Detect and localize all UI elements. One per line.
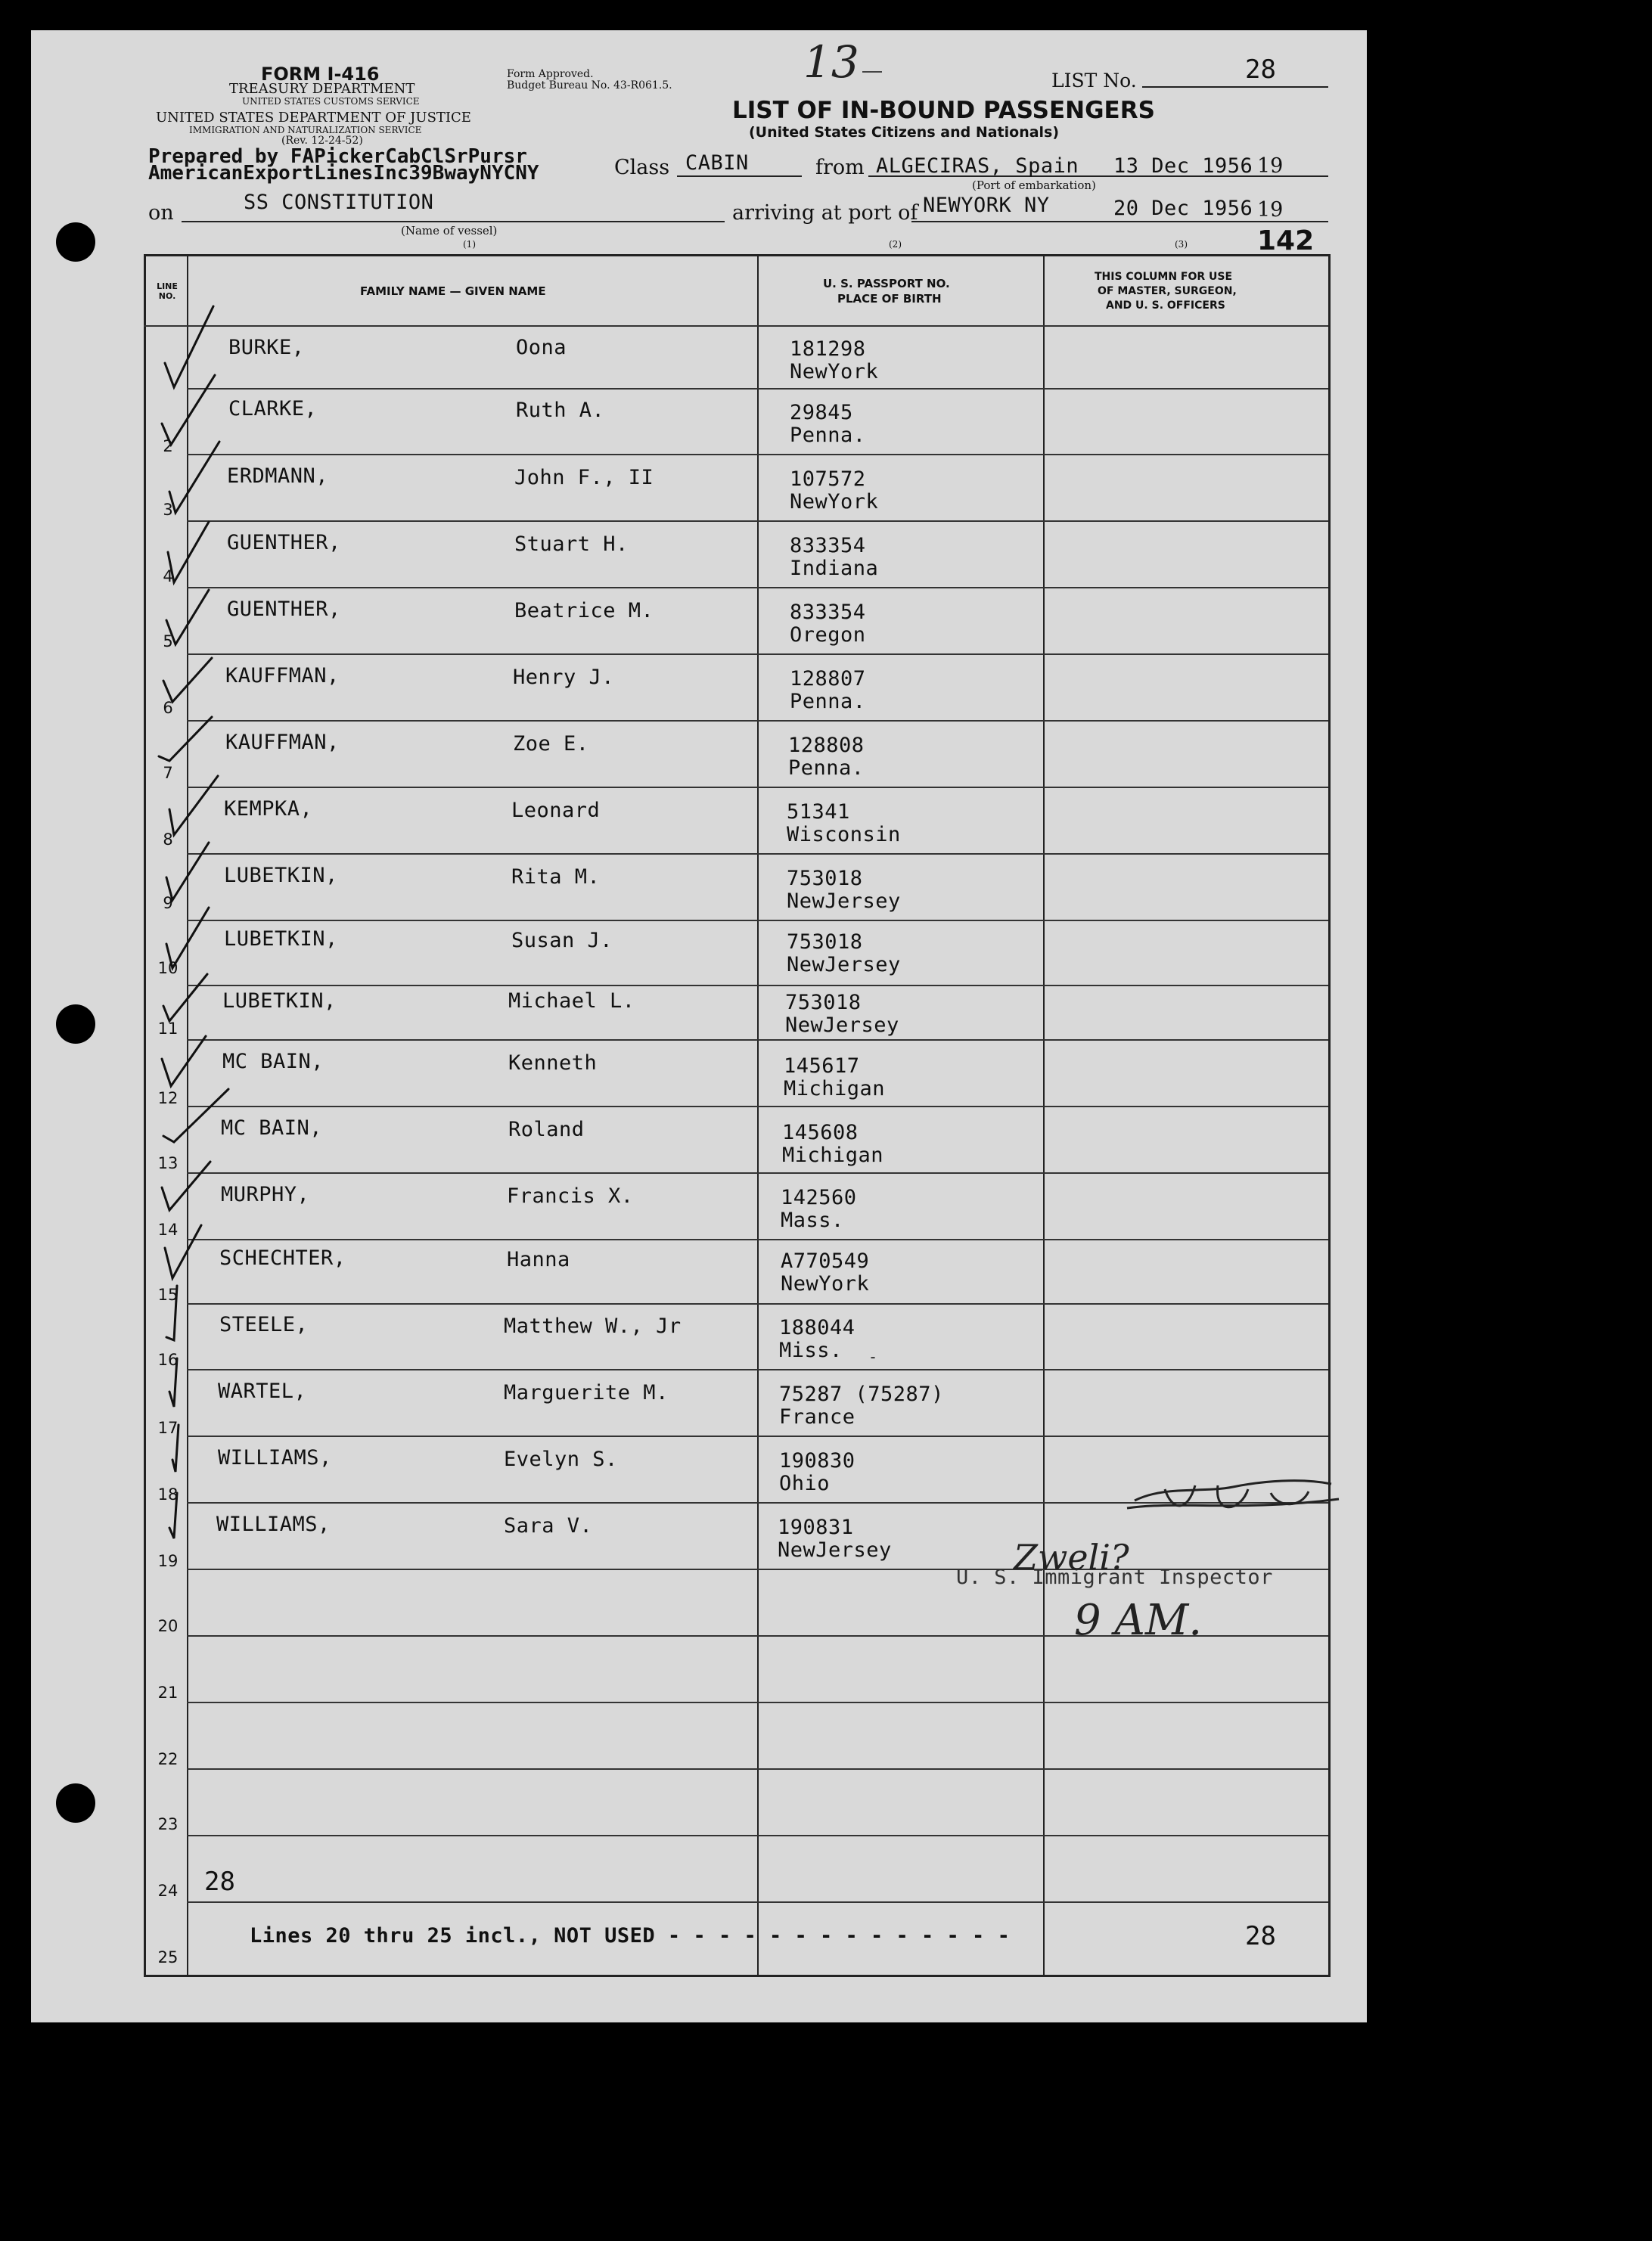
row-19-given: Sara V. [504, 1514, 593, 1538]
row-8-family: KEMPKA, [224, 797, 313, 821]
punch-hole-top [56, 222, 95, 262]
col-divider-name [757, 254, 759, 1975]
ins-service: IMMIGRATION AND NATURALIZATION SERVICE [189, 125, 422, 135]
inspector-label: U. S. Immigrant Inspector [956, 1566, 1273, 1589]
row-22-line-number: 22 [157, 1750, 179, 1768]
row-16-family: STEELE, [219, 1313, 309, 1336]
row-rule [187, 1172, 1328, 1174]
row-13-given: Roland [508, 1118, 585, 1141]
row-1-family: BURKE, [228, 336, 305, 359]
passenger-table [144, 254, 1331, 1977]
list-number-label: LIST No. [1051, 70, 1137, 92]
row-7-family: KAUFFMAN, [225, 731, 340, 754]
row-19-family: WILLIAMS, [216, 1513, 331, 1536]
row-18-passport: 190830 [779, 1449, 856, 1473]
check-mark-14 [162, 1162, 210, 1210]
row-6-family: KAUFFMAN, [225, 664, 340, 688]
row-rule [187, 920, 1328, 921]
document-title: LIST OF IN-BOUND PASSENGERS [732, 97, 1155, 124]
row-23-line-number: 23 [157, 1815, 179, 1833]
col-divider-passport [1043, 254, 1045, 1975]
row-5-birth: Oregon [790, 623, 866, 647]
check-mark-1 [165, 306, 213, 387]
row-24-line-number: 24 [157, 1882, 179, 1900]
col-header-officers-3: AND U. S. OFFICERS [1106, 300, 1225, 312]
row-7-given: Zoe E. [513, 732, 589, 756]
row-18-given: Evelyn S. [504, 1448, 618, 1471]
row-9-line-number: 9 [163, 894, 173, 912]
check-mark-10 [166, 908, 209, 968]
row-18-birth: Ohio [779, 1472, 831, 1495]
row-25-line-number: 25 [157, 1948, 179, 1966]
row-2-birth: Penna. [790, 424, 866, 447]
row-8-birth: Wisconsin [787, 823, 901, 846]
row-5-family: GUENTHER, [227, 597, 341, 621]
row-18-line-number: 18 [157, 1485, 179, 1504]
row-7-line-number: 7 [163, 764, 173, 782]
row-15-passport: A770549 [781, 1249, 870, 1273]
check-mark-5 [166, 590, 209, 644]
note-1: (1) [463, 239, 476, 250]
row-15-given: Hanna [507, 1248, 570, 1271]
check-mark-11 [163, 974, 207, 1021]
row-8-line-number: 8 [163, 830, 173, 849]
justice-dept: UNITED STATES DEPARTMENT OF JUSTICE [156, 110, 471, 126]
row-17-given: Marguerite M. [504, 1381, 669, 1405]
arrival-port: NEWYORK NY [923, 194, 1050, 217]
year-label-2: 19 [1257, 198, 1284, 222]
class-underline [677, 175, 802, 177]
count-left: 28 [204, 1867, 235, 1897]
row-12-family: MC BAIN, [222, 1050, 324, 1073]
row-16-given: Matthew W., Jr [504, 1314, 682, 1338]
form-revision: (Rev. 12-24-52) [281, 135, 363, 147]
row-6-passport: 128807 [790, 667, 866, 691]
row-14-line-number: 14 [157, 1221, 179, 1239]
row-3-birth: NewYork [790, 490, 879, 514]
row-17-birth: France [779, 1405, 856, 1429]
row-rule [187, 1039, 1328, 1041]
row-rule [187, 587, 1328, 588]
row-13-line-number: 13 [157, 1154, 179, 1172]
row-9-given: Rita M. [511, 865, 601, 889]
handwritten-dash [862, 71, 882, 73]
row-1-birth: NewYork [790, 360, 879, 383]
row-rule [187, 454, 1328, 455]
row-5-line-number: 5 [163, 632, 173, 650]
row-rule [187, 787, 1328, 788]
check-mark-12 [162, 1036, 206, 1086]
row-4-family: GUENTHER, [227, 531, 341, 554]
budget-bureau: Budget Bureau No. 43-R061.5. [507, 79, 672, 92]
form-approved: Form Approved. [507, 68, 594, 80]
row-6-given: Henry J. [513, 666, 615, 689]
row-5-given: Beatrice M. [514, 599, 654, 622]
row-4-birth: Indiana [790, 557, 879, 580]
row-15-line-number: 15 [157, 1286, 179, 1304]
row-rule [187, 985, 1328, 986]
row-17-family: WARTEL, [218, 1380, 307, 1403]
arrival-date: 20 Dec 1956 [1113, 197, 1253, 220]
row-16-passport: 188044 [779, 1316, 856, 1339]
row-rule [187, 1901, 1328, 1903]
stray-mark: - [868, 1348, 878, 1366]
check-mark-13 [163, 1089, 228, 1142]
row-6-line-number: 6 [163, 699, 173, 717]
row-11-family: LUBETKIN, [222, 989, 337, 1013]
row-3-passport: 107572 [790, 467, 866, 491]
check-mark-18 [172, 1425, 179, 1472]
row-16-line-number: 16 [157, 1351, 179, 1369]
vessel-note: (Name of vessel) [401, 224, 498, 237]
row-19-birth: NewJersey [778, 1538, 892, 1562]
arriving-label: arriving at port of [732, 201, 918, 225]
row-9-passport: 753018 [787, 867, 863, 890]
row-14-passport: 142560 [781, 1186, 857, 1209]
row-15-birth: NewYork [781, 1272, 870, 1296]
col-header-line-no: LINE NO. [157, 281, 178, 301]
row-3-line-number: 3 [163, 501, 173, 519]
row-3-family: ERDMANN, [227, 464, 329, 488]
row-rule [187, 1835, 1328, 1836]
row-11-given: Michael L. [508, 989, 635, 1013]
row-10-passport: 753018 [787, 930, 863, 954]
row-14-birth: Mass. [781, 1209, 844, 1232]
row-2-given: Ruth A. [516, 399, 605, 422]
embark-note: (Port of embarkation) [972, 178, 1096, 192]
check-mark-8 [169, 776, 218, 835]
row-19-passport: 190831 [778, 1516, 854, 1539]
row-rule [187, 1436, 1328, 1437]
row-10-given: Susan J. [511, 929, 613, 952]
class-label: Class [614, 156, 670, 179]
check-mark-9 [166, 843, 209, 900]
col-header-birth: PLACE OF BIRTH [837, 292, 942, 306]
row-15-family: SCHECHTER, [219, 1246, 346, 1270]
row-18-family: WILLIAMS, [218, 1446, 332, 1470]
row-14-family: MURPHY, [221, 1183, 310, 1206]
row-rule [187, 520, 1328, 522]
check-mark-4 [168, 522, 209, 582]
check-mark-15 [165, 1225, 201, 1278]
row-12-passport: 145617 [784, 1054, 860, 1078]
row-14-given: Francis X. [507, 1184, 634, 1208]
row-6-birth: Penna. [790, 690, 866, 713]
row-3-given: John F., II [514, 466, 654, 489]
inspector-signature: Zweli? [1014, 1537, 1129, 1578]
row-11-birth: NewJersey [785, 1013, 899, 1037]
row-13-family: MC BAIN, [221, 1116, 323, 1140]
check-mark-19 [169, 1493, 177, 1538]
page-number: 142 [1257, 225, 1315, 256]
row-rule [187, 853, 1328, 855]
row-12-given: Kenneth [508, 1051, 598, 1075]
row-rule [187, 720, 1328, 722]
row-rule [187, 1106, 1328, 1107]
row-17-passport: 75287 (75287) [779, 1383, 944, 1406]
row-2-line-number: 2 [163, 437, 173, 455]
time-note: 9 AM. [1074, 1596, 1203, 1645]
row-2-passport: 29845 [790, 401, 853, 424]
year-label-1: 19 [1257, 154, 1284, 178]
row-9-family: LUBETKIN, [224, 864, 338, 887]
row-16-birth: Miss. [779, 1339, 843, 1362]
row-13-birth: Michigan [782, 1144, 884, 1167]
list-number: 28 [1245, 54, 1276, 85]
row-4-line-number: 4 [163, 567, 173, 585]
row-12-line-number: 12 [157, 1089, 179, 1107]
prepared-by: Prepared by FAPickerCabClSrPursr [148, 145, 527, 168]
row-8-given: Leonard [511, 799, 601, 822]
on-label: on [148, 201, 174, 225]
treasury-dept: TREASURY DEPARTMENT [229, 81, 415, 97]
check-mark-17 [169, 1358, 177, 1407]
embark-date: 13 Dec 1956 [1113, 154, 1253, 178]
row-rule [187, 1303, 1328, 1305]
row-9-birth: NewJersey [787, 889, 901, 913]
customs-service: UNITED STATES CUSTOMS SERVICE [242, 96, 420, 107]
col-header-officers-1: THIS COLUMN FOR USE [1095, 271, 1233, 283]
check-mark-6 [163, 658, 212, 702]
row-7-birth: Penna. [788, 756, 865, 780]
struck-out-scribble [1119, 1470, 1346, 1523]
row-7-passport: 128808 [788, 734, 865, 757]
col-header-officers-2: OF MASTER, SURGEON, [1098, 285, 1237, 297]
row-1-passport: 181298 [790, 337, 866, 361]
col-header-name: FAMILY NAME — GIVEN NAME [360, 284, 546, 298]
row-11-passport: 753018 [785, 991, 862, 1014]
row-rule [187, 1239, 1328, 1240]
vessel-name: SS CONSTITUTION [244, 191, 434, 214]
row-5-passport: 833354 [790, 601, 866, 624]
row-13-passport: 145608 [782, 1121, 859, 1144]
note-3: (3) [1175, 239, 1188, 250]
check-mark-3 [169, 442, 219, 513]
row-rule [187, 1369, 1328, 1370]
row-4-given: Stuart H. [514, 532, 629, 556]
row-4-passport: 833354 [790, 534, 866, 557]
row-rule [187, 388, 1328, 390]
row-rule [187, 1702, 1328, 1703]
class-value: CABIN [685, 151, 749, 175]
row-8-passport: 51341 [787, 800, 850, 824]
col-header-passport: U. S. PASSPORT NO. [823, 277, 950, 290]
handwritten-sheet-number: 13 [803, 36, 859, 88]
check-mark-16 [166, 1286, 177, 1340]
punch-hole-middle [56, 1004, 95, 1044]
row-10-birth: NewJersey [787, 953, 901, 976]
list-number-underline [1142, 86, 1328, 88]
vessel-underline [182, 221, 725, 222]
prepared-by-line2: AmericanExportLinesInc39BwayNYCNY [148, 162, 539, 185]
row-12-birth: Michigan [784, 1077, 886, 1100]
count-right: 28 [1245, 1921, 1276, 1951]
row-17-line-number: 17 [157, 1419, 179, 1437]
header-rule [144, 325, 1328, 327]
row-21-line-number: 21 [157, 1684, 179, 1702]
row-11-line-number: 11 [157, 1020, 179, 1038]
note-2: (2) [889, 239, 902, 250]
row-19-line-number: 19 [157, 1552, 179, 1570]
form-number: FORM I-416 [261, 64, 380, 85]
check-mark-2 [162, 375, 215, 445]
from-label: from [815, 156, 865, 179]
row-1-given: Oona [516, 336, 567, 359]
row-20-line-number: 20 [157, 1617, 179, 1635]
embark-port: ALGECIRAS, Spain [876, 154, 1079, 178]
row-10-family: LUBETKIN, [224, 927, 338, 951]
not-used-note: Lines 20 thru 25 incl., NOT USED - - - - - - - - - - - - - - [250, 1924, 1011, 1948]
check-mark-7 [159, 717, 212, 761]
document-subtitle: (United States Citizens and Nationals) [749, 124, 1060, 141]
row-rule [187, 653, 1328, 655]
row-rule [187, 1768, 1328, 1770]
check-marks [144, 303, 295, 1603]
row-2-family: CLARKE, [228, 397, 318, 421]
punch-hole-bottom [56, 1783, 95, 1823]
row-10-line-number: 10 [157, 959, 179, 977]
